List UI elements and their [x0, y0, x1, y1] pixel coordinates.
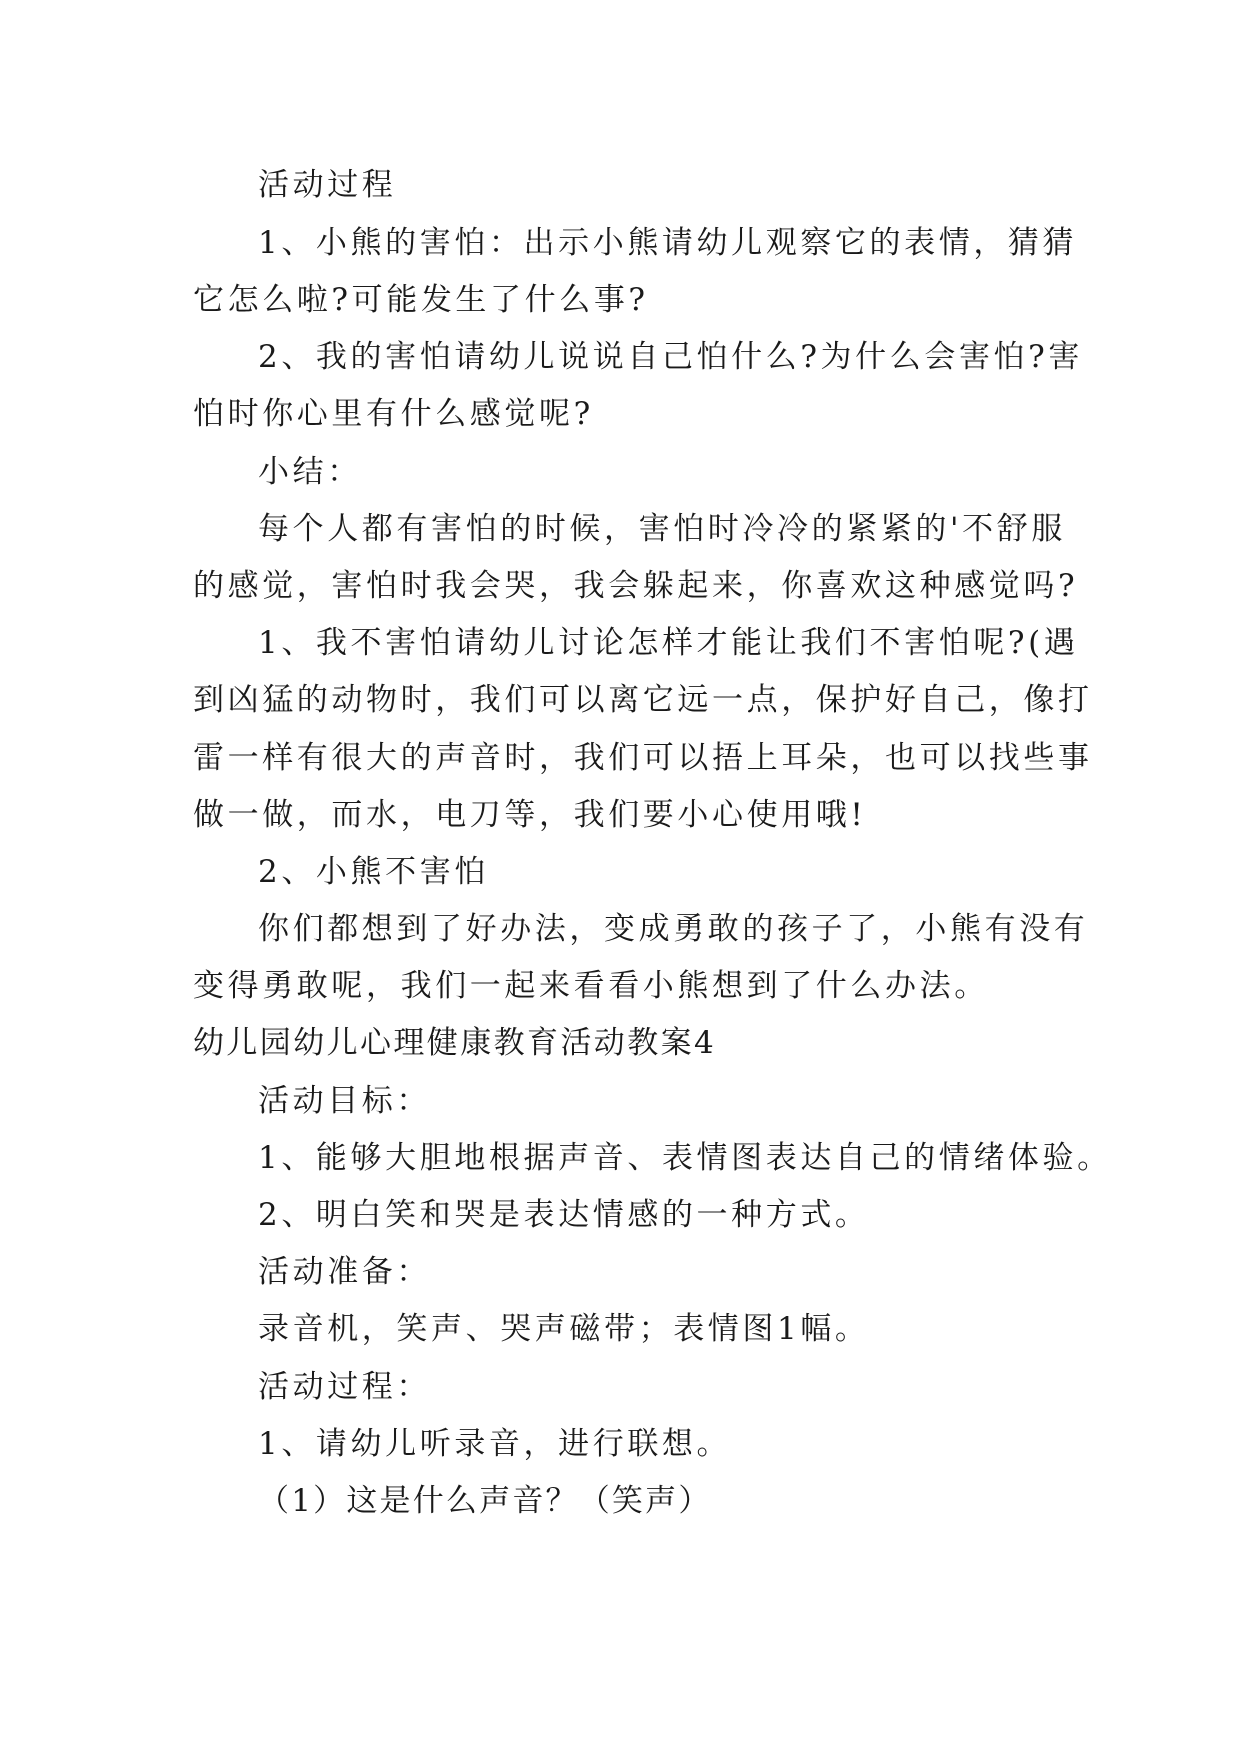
paragraph-line: 2、我的害怕请幼儿说说自己怕什么?为什么会害怕?害: [258, 339, 1083, 375]
paragraph-line: 2、小熊不害怕: [258, 854, 489, 890]
paragraph-line: 录音机，笑声、哭声磁带；表情图1幅。: [258, 1311, 870, 1347]
paragraph-line: （1）这是什么声音？（笑声）: [258, 1483, 712, 1519]
paragraph-line: 做一做，而水，电刀等，我们要小心使用哦!: [193, 797, 867, 833]
paragraph-line: 怕时你心里有什么感觉呢?: [193, 396, 594, 432]
paragraph-line: 1、请幼儿听录音，进行联想。: [258, 1426, 732, 1462]
paragraph-line: 活动过程：: [258, 1369, 431, 1405]
paragraph-line: 每个人都有害怕的时候，害怕时冷冷的紧紧的'不舒服: [258, 511, 1066, 547]
paragraph-line: 的感觉，害怕时我会哭，我会躲起来，你喜欢这种感觉吗?: [193, 568, 1079, 604]
paragraph-line: 它怎么啦?可能发生了什么事?: [193, 282, 649, 318]
paragraph-line: 活动准备：: [258, 1254, 431, 1290]
paragraph-line: 小结：: [258, 454, 362, 490]
paragraph-line: 1、我不害怕请幼儿讨论怎样才能让我们不害怕呢?(遇: [258, 625, 1079, 661]
paragraph-line: 雷一样有很大的声音时，我们可以捂上耳朵，也可以找些事: [193, 740, 1093, 776]
paragraph-line: 活动目标：: [258, 1083, 431, 1119]
paragraph-line: 1、能够大胆地根据声音、表情图表达自己的情绪体验。: [258, 1140, 1112, 1176]
paragraph-line: 1、小熊的害怕：出示小熊请幼儿观察它的表情，猜猜: [258, 225, 1078, 261]
section-heading: 幼儿园幼儿心理健康教育活动教案4: [193, 1025, 717, 1061]
paragraph-line: 2、明白笑和哭是表达情感的一种方式。: [258, 1197, 870, 1233]
paragraph-line: 到凶猛的动物时，我们可以离它远一点，保护好自己，像打: [193, 682, 1093, 718]
paragraph-line: 变得勇敢呢，我们一起来看看小熊想到了什么办法。: [193, 968, 989, 1004]
paragraph-line: 你们都想到了好办法，变成勇敢的孩子了，小熊有没有: [258, 911, 1089, 947]
paragraph-line: 活动过程: [258, 167, 397, 203]
